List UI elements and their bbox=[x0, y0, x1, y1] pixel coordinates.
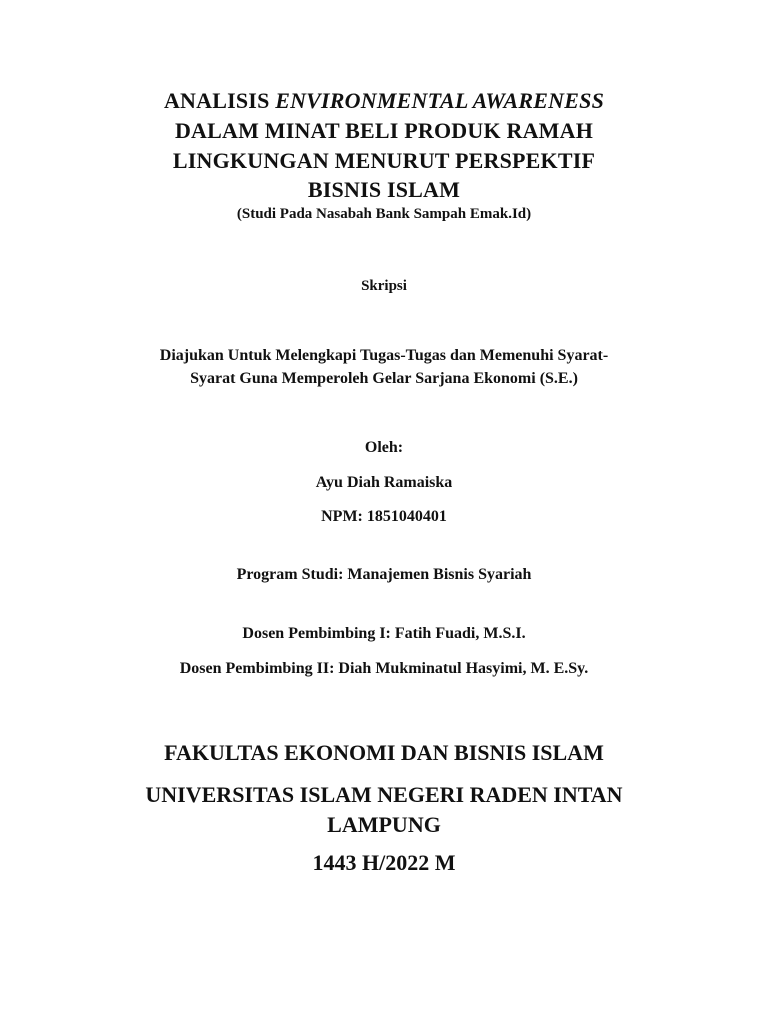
document-type: Skripsi bbox=[361, 278, 407, 294]
advisor-second: Dosen Pembimbing II: Diah Mukminatul Hasyimi, M. E.Sy. bbox=[179, 660, 589, 677]
title-line-4: BISNIS ISLAM bbox=[307, 177, 461, 202]
faculty-name: FAKULTAS EKONOMI DAN BISNIS ISLAM bbox=[164, 740, 604, 765]
title-prefix: ANALISIS bbox=[163, 88, 276, 113]
author-label: Oleh: bbox=[364, 439, 404, 456]
university-line-1: UNIVERSITAS ISLAM NEGERI RADEN INTAN bbox=[145, 782, 623, 807]
author-name: Ayu Diah Ramaiska bbox=[315, 474, 453, 491]
purpose-line-2: Syarat Guna Memperoleh Gelar Sarjana Ekonomi (S.E.) bbox=[190, 370, 578, 387]
purpose-line-1: Diajukan Untuk Melengkapi Tugas-Tugas dan Memenuhi Syarat- bbox=[159, 347, 609, 364]
author-npm: NPM: 1851040401 bbox=[321, 508, 447, 525]
title-line-1 bbox=[0, 88, 768, 114]
university-line-2: LAMPUNG bbox=[327, 812, 441, 837]
title-italic-term: ENVIRONMENTAL AWARENESS bbox=[275, 88, 605, 113]
advisor-first: Dosen Pembimbing I: Fatih Fuadi, M.S.I. bbox=[242, 625, 526, 642]
title-line-2: DALAM MINAT BELI PRODUK RAMAH bbox=[174, 118, 594, 143]
academic-year: 1443 H/2022 M bbox=[312, 850, 456, 875]
title-subtitle: (Studi Pada Nasabah Bank Sampah Emak.Id) bbox=[236, 206, 532, 222]
study-program: Program Studi: Manajemen Bisnis Syariah bbox=[236, 566, 532, 583]
title-line-3: LINGKUNGAN MENURUT PERSPEKTIF bbox=[172, 148, 596, 173]
